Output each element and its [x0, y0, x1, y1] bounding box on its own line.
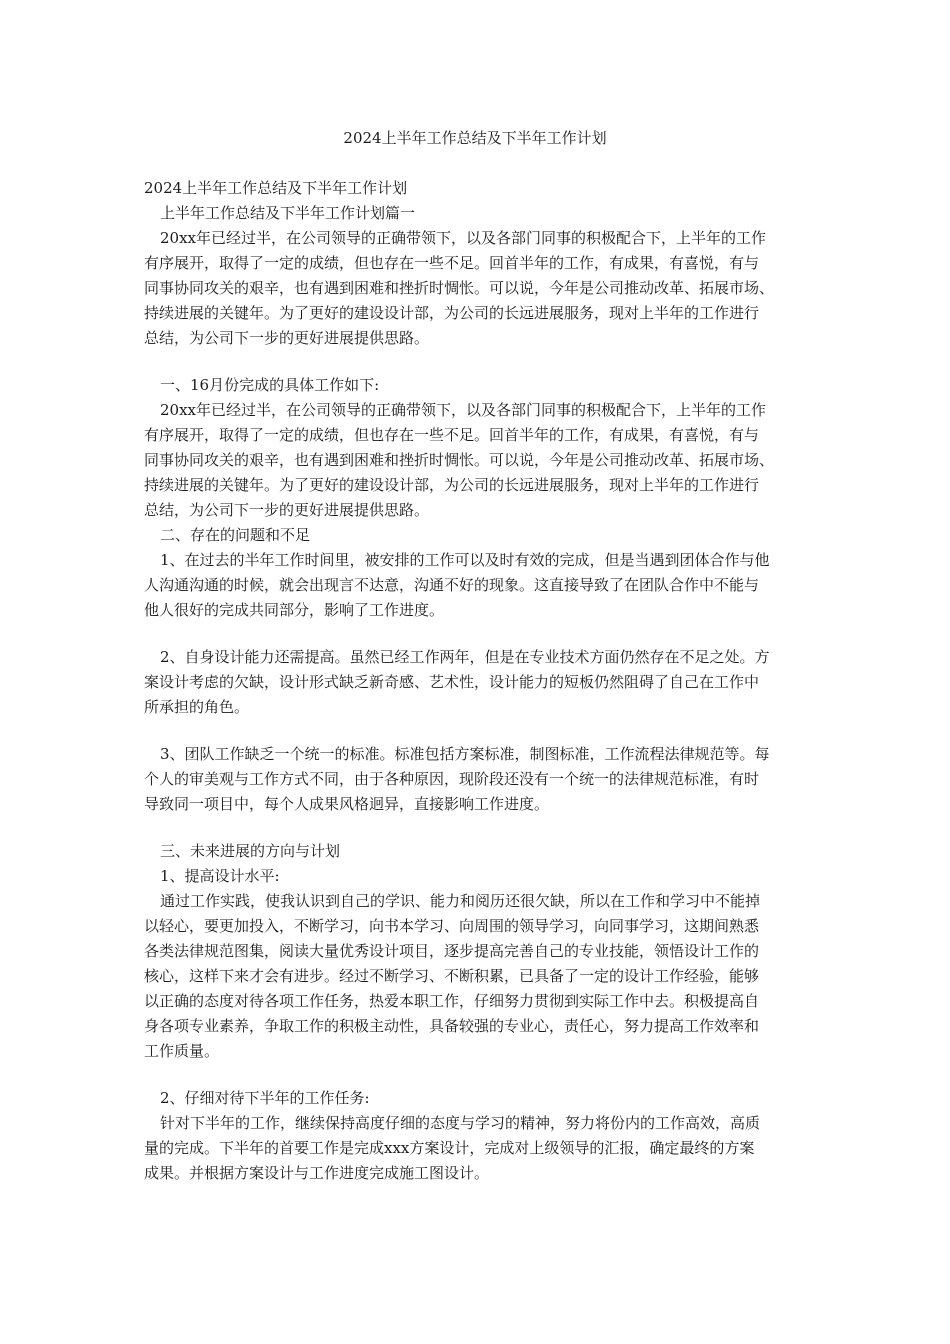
problem3-paragraph [144, 742, 810, 817]
plan1-line: 核心，这样下来才会有进步。经过不断学习、不断积累，已具备了一定的设计工作经验，能够 [144, 967, 760, 985]
plan1-line: 以轻心，要更加投入，不断学习，向书本学习、向周围的领导学习，向同事学习，这期间熟悉 [144, 917, 760, 935]
plan1-line: 各类法律规范图集，阅读大量优秀设计项目，逐步提高完善自己的专业技能，领悟设计工作的 [144, 942, 760, 960]
problem3-line: 个人的审美观与工作方式不同，由于各种原因，现阶段还没有一个统一的法律规范标准，有时 [144, 770, 760, 788]
plan1-line: 以正确的态度对待各项工作任务，热爱本职工作，仔细努力贯彻到实际工作中去。积极提高自 [144, 992, 760, 1010]
problem2-paragraph [144, 645, 810, 720]
intro-line: 有序展开，取得了一定的成绩，但也存在一些不足。回首半年的工作，有成果，有喜悦，有与 [144, 254, 760, 272]
intro-line: 20xx年已经过半，在公司领导的正确带领下，以及各部门同事的积极配合下，上半年的工作 [160, 229, 767, 247]
plan2-paragraph [144, 1111, 810, 1186]
problem2-line: 2、自身设计能力还需提高。虽然已经工作两年，但是在专业技术方面仍然存在不足之处。方 [160, 648, 770, 666]
document-title: 2024上半年工作总结及下半年工作计划 [343, 129, 607, 147]
plan2-heading: 2、仔细对待下半年的工作任务: [160, 1089, 370, 1107]
problem1-paragraph [144, 548, 810, 623]
intro-paragraph [144, 226, 810, 351]
problem3-line: 导致同一项目中，每个人成果风格迥异，直接影响工作进度。 [144, 795, 550, 813]
subheading: 上半年工作总结及下半年工作计划篇一 [160, 204, 416, 222]
problem2-line: 案设计考虑的欠缺，设计形式缺乏新奇感、艺术性，设计能力的短板仍然阻碍了自己在工作中 [144, 673, 760, 691]
intro-line: 同事协同攻关的艰辛，也有遇到困难和挫折时惆怅。可以说，今年是公司推动改革、拓展市场、 [144, 279, 775, 297]
problem1-line: 人沟通沟通的时候，就会出现言不达意，沟通不好的现象。这直接导致了在团队合作中不能与 [144, 576, 760, 594]
intro-line: 持续进展的关键年。为了更好的建设设计部，为公司的长远进展服务，现对上半年的工作进行 [144, 304, 760, 322]
problem1-line: 他人很好的完成共同部分，影响了工作进度。 [144, 601, 445, 619]
problem1-line: 1、在过去的半年工作时间里，被安排的工作可以及时有效的完成，但是当遇到团体合作与他 [160, 551, 770, 569]
section2-heading: 二、存在的问题和不足 [160, 526, 311, 544]
section1-line: 有序展开，取得了一定的成绩，但也存在一些不足。回首半年的工作，有成果，有喜悦，有与 [144, 426, 760, 444]
plan1-line: 工作质量。 [144, 1042, 220, 1060]
problem2-line: 所承担的角色。 [144, 698, 250, 716]
intro-line: 总结，为公司下一步的更好进展提供思路。 [144, 329, 430, 347]
plan2-line: 成果。并根据方案设计与工作进度完成施工图设计。 [144, 1164, 490, 1182]
section1-line: 同事协同攻关的艰辛，也有遇到困难和挫折时惆怅。可以说，今年是公司推动改革、拓展市场、 [144, 451, 775, 469]
section1-line: 总结，为公司下一步的更好进展提供思路。 [144, 501, 430, 519]
section1-paragraph [144, 398, 810, 523]
problem3-line: 3、团队工作缺乏一个统一的标准。标准包括方案标准，制图标准，工作流程法律规范等。每 [160, 745, 770, 763]
plan2-line: 量的完成。下半年的首要工作是完成xxx方案设计，完成对上级领导的汇报，确定最终的方案 [144, 1139, 755, 1157]
plan1-heading: 1、提高设计水平: [160, 867, 280, 885]
plan1-paragraph [144, 889, 810, 1064]
section1-line: 20xx年已经过半，在公司领导的正确带领下，以及各部门同事的积极配合下，上半年的工作 [160, 401, 767, 419]
plan2-line: 针对下半年的工作，继续保持高度仔细的态度与学习的精神，努力将份内的工作高效，高质 [160, 1114, 761, 1132]
section1-line: 持续进展的关键年。为了更好的建设设计部，为公司的长远进展服务，现对上半年的工作进行 [144, 476, 760, 494]
plan1-line: 通过工作实践，使我认识到自己的学识、能力和阅历还很欠缺，所以在工作和学习中不能掉 [160, 892, 761, 910]
plan1-line: 身各项专业素养，争取工作的积极主动性，具备较强的专业心，责任心，努力提高工作效率和 [144, 1017, 760, 1035]
heading: 2024上半年工作总结及下半年工作计划 [144, 179, 408, 197]
section3-heading: 三、未来进展的方向与计划 [160, 842, 341, 860]
document-body [144, 176, 810, 1186]
section1-heading: 一、16月份完成的具体工作如下: [160, 376, 380, 394]
